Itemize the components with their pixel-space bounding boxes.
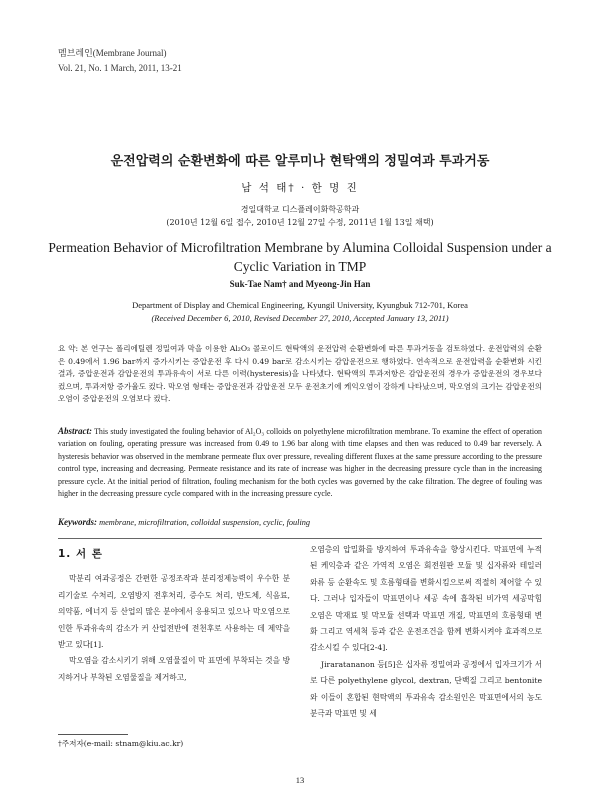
keywords bbox=[58, 517, 542, 527]
english-abstract-label: Abstract: bbox=[58, 426, 93, 436]
english-abstract-text: This study investigated the fouling behavior of Al₂O₃ colloids on polyethylene microfiltration membrane. To examine the effect of operation variation on fouling, operating pressure was increased from 0.49 to 1.96 bar along with time elapses and then was reduced to 0.49 bar reversely. A hysteresis behavior was observed in the membrane permeate flux over pressure, revealing different fluxes at the same pressure according to the pressure control type, increasing and decreasing. Permeate resistance and its rate of increase was higher in the decreasing pressure cycle than in the increasing pressure cycle. At the initial period of filtration, fouling mechanism for the both cycles was governed by the cake filtration. The degree of fouling was higher in the decreasing pressure cycle compared with in the increasing pressure cycle. bbox=[58, 427, 542, 499]
korean-dates: (2010년 12월 6일 접수, 2010년 12월 27일 수정, 2011년 1월 13일 채택) bbox=[166, 218, 434, 227]
english-authors: Suk-Tae Nam† and Myeong-Jin Han bbox=[229, 279, 371, 289]
korean-affiliation: 경일대학교 디스플레이화학공학과 bbox=[240, 205, 360, 214]
body-column-left bbox=[58, 542, 290, 686]
korean-authors: 남 석 태† · 한 명 진 bbox=[241, 182, 359, 194]
footnote-divider bbox=[58, 734, 128, 735]
body-paragraph: 오염층의 압밀화를 방지하여 투과유속을 향상시킨다. 막표면에 누적된 케익층과 같은 가역적 오염은 회전원판 모듈 및 십자류와 테일러 와류 등 순환속도 및 흐름형태를 변화시킴으로써 적절히 제어할 수 있다. 그러나 입자들이 막표면이나 세공 속에 흡착된 비가역 세공막힘 오염은 막재료 및 막모듈 선택과 막표면 개질, 막표면의 흐름형태 변화 그리고 역세척 등과 같은 운전조건을 함께 변화시켜야 효과적으로 감소시킬 수 있다[2-4]. bbox=[310, 545, 542, 653]
korean-affiliation-block bbox=[0, 203, 600, 229]
body-paragraph: 막분리 여과공정은 간편한 공정조작과 분리정제능력이 우수한 분리기술로 수처리, 오염방지 전후처리, 증수도 처리, 반도체, 식음료, 의약품, 에너지 등 산업의 많은 분야에서 응용되고 있으나 막오염으로 인한 투과유속의 감소가 커 산업전반에 전천후로 사용하는 데 제약을 받고 있다[1]. bbox=[58, 574, 290, 650]
english-abstract bbox=[58, 425, 542, 500]
corresponding-author-footnote: †주저자(e-mail: stnam@kiu.ac.kr) bbox=[58, 739, 184, 748]
journal-name: 멤브레인(Membrane Journal) bbox=[58, 48, 167, 58]
korean-abstract bbox=[58, 343, 542, 406]
keywords-text: membrane, microfiltration, colloidal suspension, cyclic, fouling bbox=[99, 518, 311, 527]
korean-abstract-label: 요 약: bbox=[58, 344, 79, 353]
body-column-right bbox=[310, 542, 542, 722]
english-affiliation: Department of Display and Chemical Engineering, Kyungil University, Kyungbuk 712-701, Korea bbox=[132, 300, 468, 310]
body-paragraph: 막오염을 감소시키기 위해 오염물질이 막 표면에 부착되는 것을 방지하거나 부착된 오염물질을 제거하고, bbox=[58, 656, 290, 682]
korean-abstract-text: 본 연구는 폴리에틸렌 정밀여과 막을 이용한 Al₂O₃ 콜로이드 현탁액의 운전압력 순환변화에 따른 투과거동을 검토하였다. 운전압력의 순환은 0.49에서 1.96 bar까지 증가시키는 증압운전 후 다시 0.49 bar로 감소시키는 감압운전으로 행하였다. 연속적으로 운전압력을 순환변화 시킨 결과, 증압운전과 감압운전의 투과유속이 서로 다른 이력(hysteresis)을 나타냈다. 현탁액의 투과저항은 감압운전의 경우가 증압운전의 경우보다 컸으며, 투과저항 증가율도 컸다. 막오염 형태는 증압운전과 감압운전 모두 운전초기에 케익오염이 강하게 나타났으며, 막오염의 크기는 감압운전의 오염이 증압운전의 오염보다 컸다. bbox=[58, 344, 542, 403]
english-dates: (Received December 6, 2010, Revised December 27, 2010, Accepted January 13, 2011) bbox=[151, 313, 449, 323]
section-divider bbox=[58, 538, 542, 539]
english-title: Permeation Behavior of Microfiltration Membrane by Alumina Colloidal Suspension under a Cyclic Variation in TMP bbox=[48, 240, 552, 274]
page-number: 13 bbox=[295, 775, 305, 785]
korean-title: 운전압력의 순환변화에 따른 알루미나 현탁액의 정밀여과 투과거동 bbox=[110, 154, 490, 169]
english-affiliation-block bbox=[0, 299, 600, 325]
section-title-introduction: 1. 서 론 bbox=[58, 548, 103, 560]
journal-volume-info: Vol. 21, No. 1 March, 2011, 13-21 bbox=[58, 63, 182, 73]
keywords-label: Keywords: bbox=[58, 517, 97, 527]
body-paragraph: Jiraratananon 등[5]은 십자류 정밀여과 공정에서 입자크기가 서로 다른 polyethylene glycol, dextran, 단백질 그리고 bentonite와 이들이 혼합된 현탁액의 투과유속 감소원인은 막표면에서의 농도분극과 막표면 및 세 bbox=[310, 659, 542, 719]
journal-header bbox=[58, 46, 182, 76]
